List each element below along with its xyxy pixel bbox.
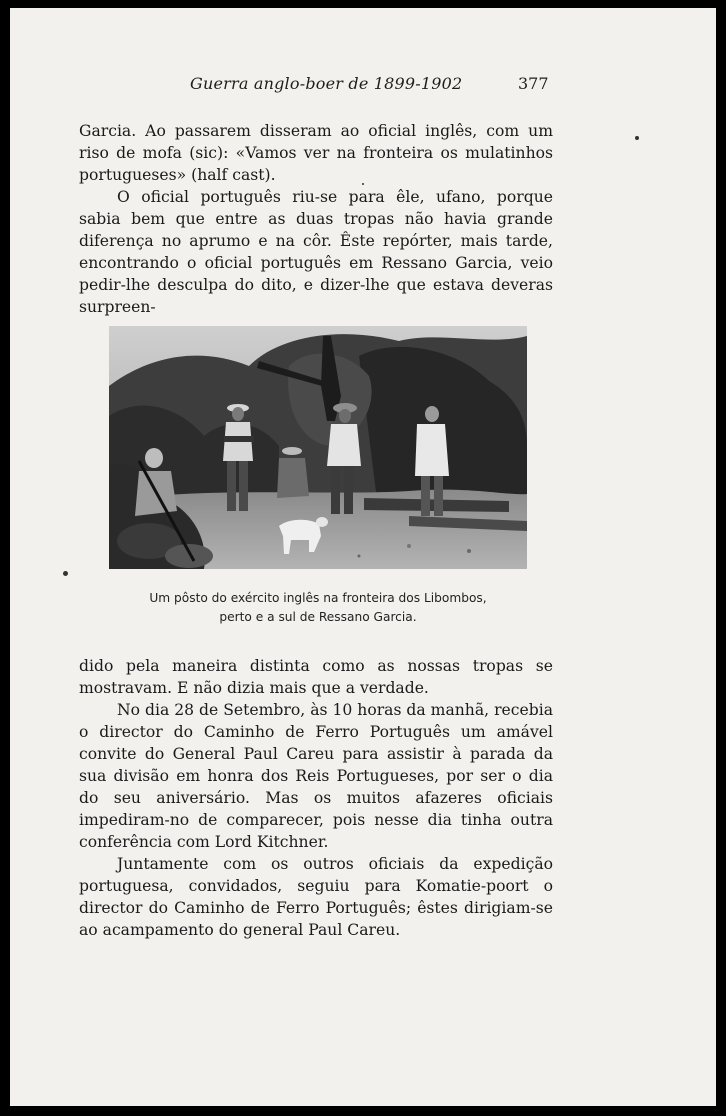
text-block-bottom [79, 655, 553, 941]
caption-line: perto e a sul de Ressano Garcia. [219, 610, 417, 624]
paragraph: dido pela maneira distinta como as nossas tropas se mostravam. E não dizia mais que a verdade. [79, 657, 553, 697]
photograph-army-post-image [109, 326, 527, 569]
page-header [10, 74, 716, 98]
book-page [10, 8, 716, 1106]
ink-speck [635, 136, 639, 140]
figure-caption [109, 589, 527, 627]
paragraph: No dia 28 de Setembro, às 10 horas da manhã, recebia o director do Caminho de Ferro Português um amável convite do General Paul Careu para assistir à parada da sua divisão em honra dos Reis Portugueses, por ser o dia do seu aniversário. Mas os muitos afazeres oficiais impediram-no de comparecer, pois nesse dia tinha outra conferência com Lord Kitchner. [79, 701, 553, 851]
caption-line: Um pôsto do exército inglês na fronteira dos Libombos, [149, 591, 487, 605]
paragraph: O oficial português riu-se para êle, ufano, porque sabia bem que entre as duas tropas não havia grande diferença no aprumo e na côr. Êste repórter, mais tarde, encontrando o oficial português em Ressano Garcia, veio pedir-lhe desculpa do dito, e dizer-lhe que estava deveras surpreen- [79, 188, 553, 316]
photograph-army-post [109, 326, 527, 569]
text-block-top [79, 120, 553, 318]
ink-speck [362, 183, 364, 185]
running-title: Guerra anglo-boer de 1899-1902 [190, 74, 463, 93]
page-number: 377 [518, 74, 549, 93]
paragraph: Juntamente com os outros oficiais da expedição portuguesa, convidados, seguiu para Komatie-poort o director do Caminho de Ferro Português; êstes dirigiam-se ao acampamento do general Paul Careu. [79, 855, 553, 939]
ink-speck [63, 571, 68, 576]
paragraph: Garcia. Ao passarem disseram ao oficial inglês, com um riso de mofa (sic): «Vamos ver na fronteira os mulatinhos portugueses» (half cast). [79, 122, 553, 184]
